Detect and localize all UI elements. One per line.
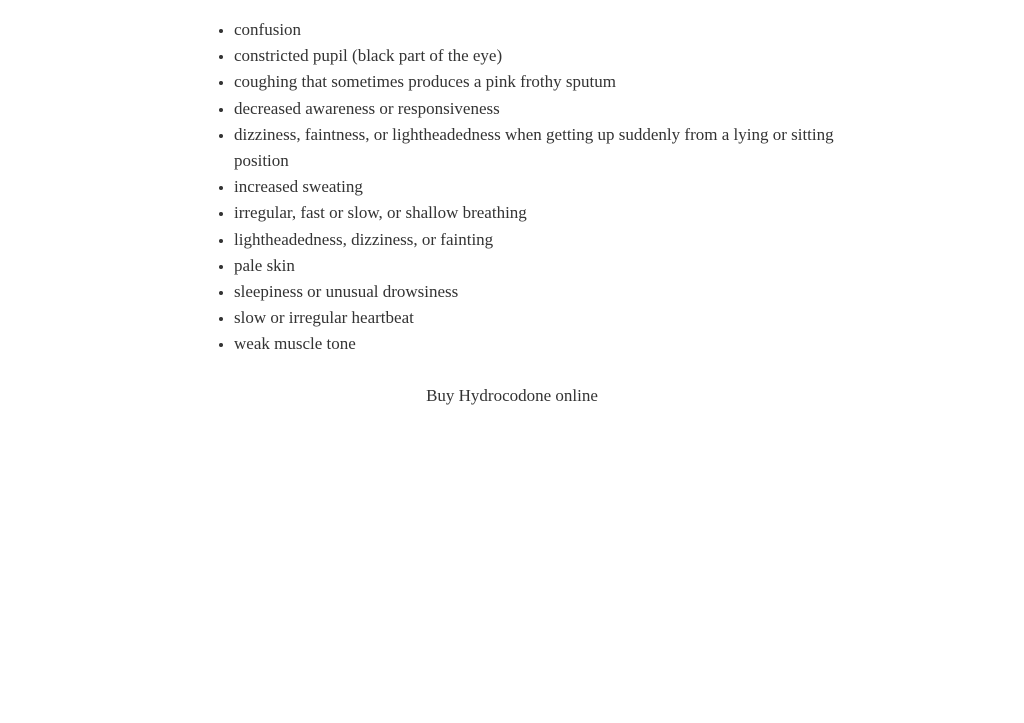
list-item: • sleepiness or unusual drowsiness — [234, 279, 834, 305]
list-item: • pale skin — [234, 253, 834, 279]
list-item: • lightheadedness, dizziness, or fainting — [234, 227, 834, 253]
list-item: • increased sweating — [234, 174, 834, 200]
buy-hydrocodone-link[interactable]: Buy Hydrocodone online — [426, 385, 598, 405]
list-item: • decreased awareness or responsiveness — [234, 96, 834, 122]
list-item: • dizziness, faintness, or lightheadedness when getting up suddenly from a lying or sitting position — [234, 122, 834, 174]
list-item: • weak muscle tone — [234, 331, 834, 357]
buy-link-paragraph — [0, 383, 1024, 409]
list-item: • slow or irregular heartbeat — [234, 305, 834, 331]
list-item: • constricted pupil (black part of the eye) — [234, 43, 834, 69]
list-item: • confusion — [234, 17, 834, 43]
list-item: • coughing that sometimes produces a pink frothy sputum — [234, 69, 834, 95]
symptom-list — [0, 17, 834, 358]
page-content — [0, 17, 1024, 409]
list-item: • irregular, fast or slow, or shallow breathing — [234, 200, 834, 226]
